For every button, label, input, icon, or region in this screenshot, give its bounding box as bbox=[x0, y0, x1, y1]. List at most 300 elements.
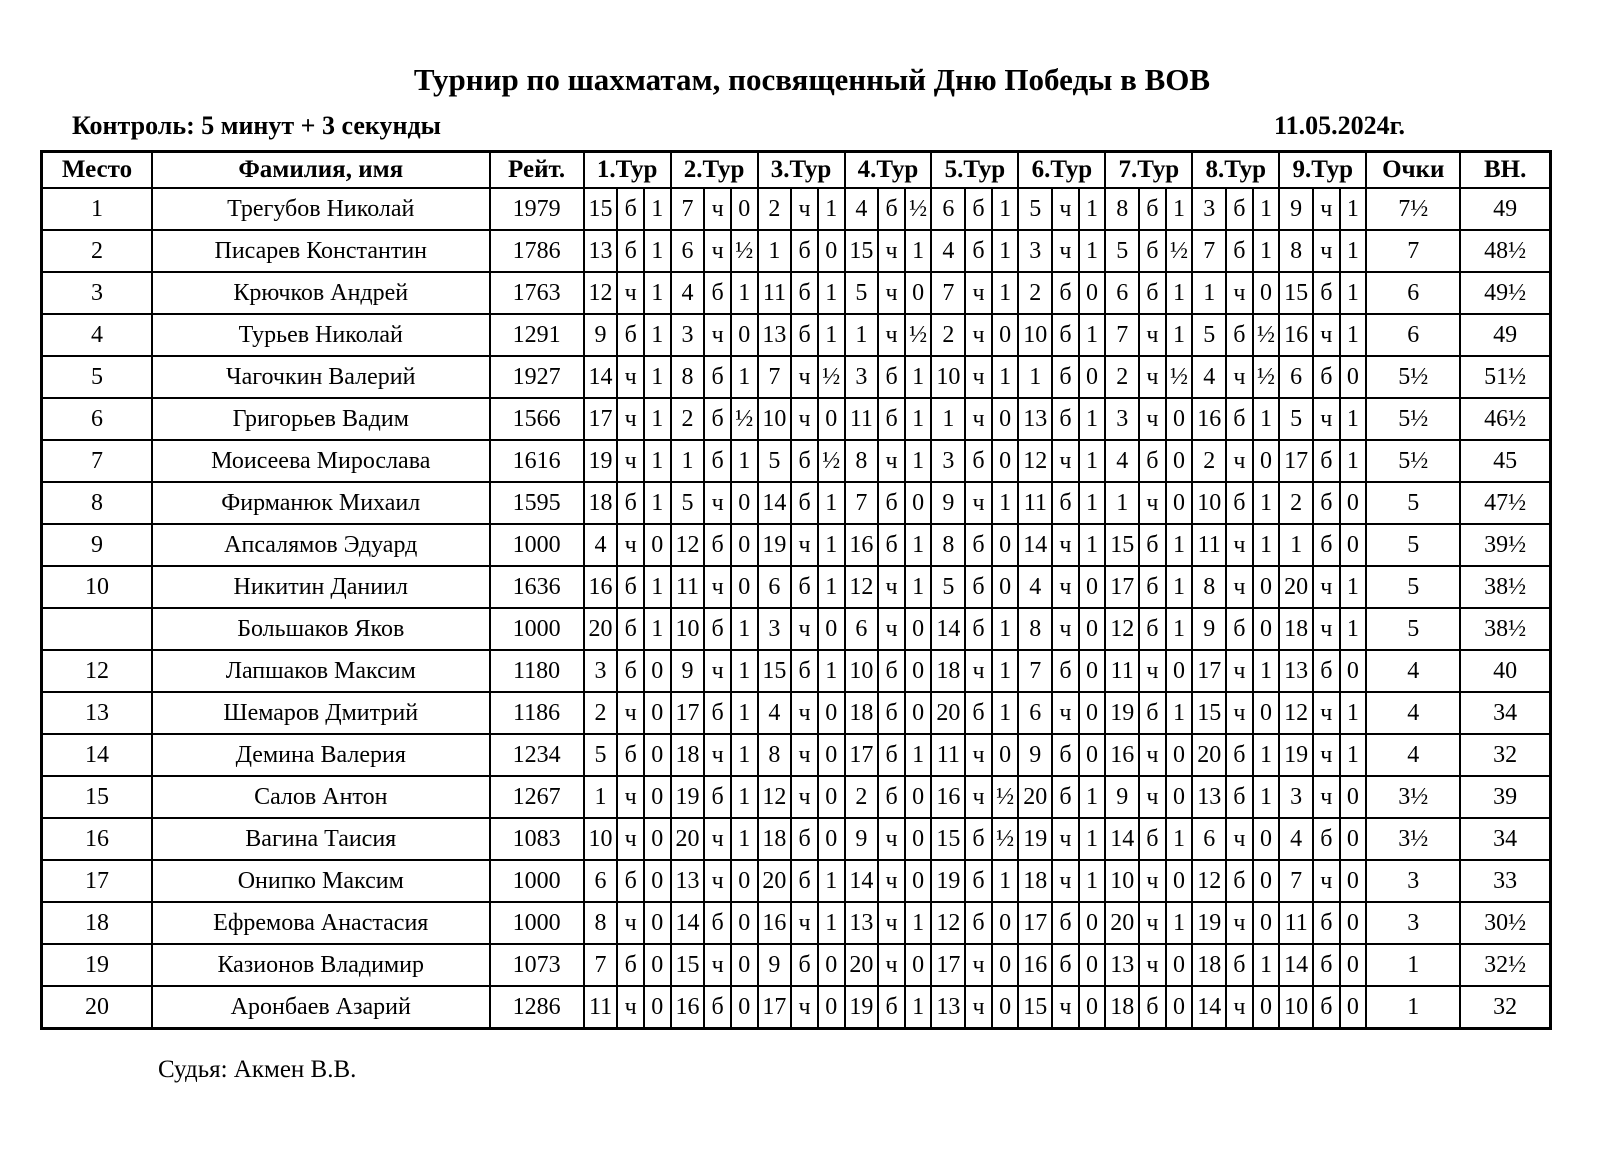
round-9-opponent-cell: 4 bbox=[1279, 818, 1313, 860]
round-9-result-cell: 1 bbox=[1340, 272, 1367, 314]
name-cell: Крючков Андрей bbox=[152, 272, 490, 314]
table-row bbox=[42, 188, 1551, 230]
round-6-opponent-cell: 7 bbox=[1018, 650, 1052, 692]
round-4-result-cell: ½ bbox=[905, 314, 932, 356]
round-4-result-cell: 1 bbox=[905, 398, 932, 440]
round-3-result-cell: 0 bbox=[818, 608, 845, 650]
round-2-opponent-cell: 5 bbox=[671, 482, 705, 524]
buchholz-cell: 32 bbox=[1460, 986, 1550, 1029]
round-7-opponent-cell: 1 bbox=[1105, 482, 1139, 524]
round-9-opponent-cell: 5 bbox=[1279, 398, 1313, 440]
points-cell: 4 bbox=[1366, 692, 1460, 734]
round-8-opponent-cell: 5 bbox=[1192, 314, 1226, 356]
points-cell: 7½ bbox=[1366, 188, 1460, 230]
round-2-opponent-cell: 6 bbox=[671, 230, 705, 272]
rating-cell: 1180 bbox=[490, 650, 584, 692]
round-8-opponent-cell: 8 bbox=[1192, 566, 1226, 608]
round-3-result-cell: 0 bbox=[818, 734, 845, 776]
round-7-color-cell: ч bbox=[1139, 902, 1166, 944]
round-7-color-cell: б bbox=[1139, 986, 1166, 1029]
round-5-color-cell: ч bbox=[965, 986, 992, 1029]
round-7-color-cell: б bbox=[1139, 818, 1166, 860]
round-6-result-cell: 0 bbox=[1079, 944, 1106, 986]
table-row bbox=[42, 734, 1551, 776]
round-9-opponent-cell: 9 bbox=[1279, 188, 1313, 230]
round-7-result-cell: 1 bbox=[1166, 524, 1193, 566]
round-4-color-cell: б bbox=[878, 356, 905, 398]
rating-cell: 1073 bbox=[490, 944, 584, 986]
round-7-result-cell: 0 bbox=[1166, 860, 1193, 902]
round-5-result-cell: 0 bbox=[992, 566, 1019, 608]
round-5-opponent-cell: 17 bbox=[931, 944, 965, 986]
round-9-color-cell: б bbox=[1313, 524, 1340, 566]
round-9-color-cell: ч bbox=[1313, 188, 1340, 230]
round-4-color-cell: ч bbox=[878, 902, 905, 944]
round-7-opponent-cell: 8 bbox=[1105, 188, 1139, 230]
table-row bbox=[42, 398, 1551, 440]
round-9-result-cell: 1 bbox=[1340, 734, 1367, 776]
round-5-opponent-cell: 11 bbox=[931, 734, 965, 776]
round-7-result-cell: 1 bbox=[1166, 818, 1193, 860]
round-3-opponent-cell: 4 bbox=[758, 692, 792, 734]
round-6-color-cell: б bbox=[1052, 734, 1079, 776]
round-3-result-cell: 1 bbox=[818, 860, 845, 902]
round-2-result-cell: 0 bbox=[731, 986, 758, 1029]
round-7-result-cell: 0 bbox=[1166, 734, 1193, 776]
round-6-color-cell: б bbox=[1052, 356, 1079, 398]
round-2-color-cell: б bbox=[704, 776, 731, 818]
round-3-color-cell: б bbox=[791, 650, 818, 692]
points-cell: 7 bbox=[1366, 230, 1460, 272]
round-3-color-cell: ч bbox=[791, 986, 818, 1029]
rating-cell: 1566 bbox=[490, 398, 584, 440]
round-5-result-cell: 1 bbox=[992, 608, 1019, 650]
round-5-result-cell: 0 bbox=[992, 524, 1019, 566]
round-5-opponent-cell: 3 bbox=[931, 440, 965, 482]
round-1-result-cell: 0 bbox=[644, 776, 671, 818]
round-7-color-cell: ч bbox=[1139, 482, 1166, 524]
header-points: Очки bbox=[1366, 152, 1460, 189]
round-7-opponent-cell: 13 bbox=[1105, 944, 1139, 986]
round-5-color-cell: ч bbox=[965, 398, 992, 440]
round-7-result-cell: ½ bbox=[1166, 230, 1193, 272]
round-6-result-cell: 1 bbox=[1079, 398, 1106, 440]
round-6-color-cell: б bbox=[1052, 902, 1079, 944]
round-9-opponent-cell: 18 bbox=[1279, 608, 1313, 650]
round-8-result-cell: 1 bbox=[1253, 734, 1280, 776]
round-2-color-cell: б bbox=[704, 902, 731, 944]
round-8-color-cell: ч bbox=[1226, 902, 1253, 944]
round-1-color-cell: б bbox=[617, 566, 644, 608]
round-9-opponent-cell: 17 bbox=[1279, 440, 1313, 482]
round-3-result-cell: 0 bbox=[818, 776, 845, 818]
round-9-result-cell: 0 bbox=[1340, 986, 1367, 1029]
round-9-result-cell: 0 bbox=[1340, 860, 1367, 902]
round-5-color-cell: ч bbox=[965, 356, 992, 398]
round-1-result-cell: 1 bbox=[644, 398, 671, 440]
header-round-2: 2.Тур bbox=[671, 152, 758, 189]
round-3-opponent-cell: 8 bbox=[758, 734, 792, 776]
points-cell: 3½ bbox=[1366, 776, 1460, 818]
round-2-opponent-cell: 4 bbox=[671, 272, 705, 314]
round-5-color-cell: б bbox=[965, 524, 992, 566]
points-cell: 5½ bbox=[1366, 398, 1460, 440]
round-1-result-cell: 0 bbox=[644, 944, 671, 986]
header-place: Место bbox=[42, 152, 152, 189]
round-2-color-cell: б bbox=[704, 608, 731, 650]
header-round-3: 3.Тур bbox=[758, 152, 845, 189]
round-4-opponent-cell: 4 bbox=[845, 188, 879, 230]
round-7-opponent-cell: 5 bbox=[1105, 230, 1139, 272]
place-cell: 1 bbox=[42, 188, 152, 230]
round-2-result-cell: 1 bbox=[731, 272, 758, 314]
round-7-color-cell: б bbox=[1139, 608, 1166, 650]
buchholz-cell: 34 bbox=[1460, 692, 1550, 734]
name-cell: Трегубов Николай bbox=[152, 188, 490, 230]
round-4-result-cell: 1 bbox=[905, 986, 932, 1029]
round-9-result-cell: 1 bbox=[1340, 398, 1367, 440]
name-cell: Ефремова Анастасия bbox=[152, 902, 490, 944]
round-7-color-cell: ч bbox=[1139, 734, 1166, 776]
name-cell: Григорьев Вадим bbox=[152, 398, 490, 440]
round-4-color-cell: ч bbox=[878, 440, 905, 482]
round-8-opponent-cell: 14 bbox=[1192, 986, 1226, 1029]
header-round-7: 7.Тур bbox=[1105, 152, 1192, 189]
round-9-opponent-cell: 6 bbox=[1279, 356, 1313, 398]
round-9-result-cell: 1 bbox=[1340, 314, 1367, 356]
round-2-result-cell: ½ bbox=[731, 230, 758, 272]
round-6-color-cell: ч bbox=[1052, 608, 1079, 650]
round-8-color-cell: б bbox=[1226, 188, 1253, 230]
round-6-color-cell: б bbox=[1052, 776, 1079, 818]
round-8-opponent-cell: 1 bbox=[1192, 272, 1226, 314]
round-4-opponent-cell: 14 bbox=[845, 860, 879, 902]
round-6-color-cell: б bbox=[1052, 944, 1079, 986]
round-8-opponent-cell: 11 bbox=[1192, 524, 1226, 566]
round-9-color-cell: ч bbox=[1313, 860, 1340, 902]
place-cell: 16 bbox=[42, 818, 152, 860]
round-3-color-cell: ч bbox=[791, 776, 818, 818]
round-7-color-cell: б bbox=[1139, 272, 1166, 314]
round-6-result-cell: 1 bbox=[1079, 524, 1106, 566]
round-1-result-cell: 1 bbox=[644, 356, 671, 398]
round-2-color-cell: б bbox=[704, 272, 731, 314]
round-5-result-cell: 1 bbox=[992, 860, 1019, 902]
round-1-color-cell: б bbox=[617, 482, 644, 524]
round-3-color-cell: ч bbox=[791, 608, 818, 650]
round-4-result-cell: 1 bbox=[905, 524, 932, 566]
round-3-opponent-cell: 16 bbox=[758, 902, 792, 944]
round-9-opponent-cell: 10 bbox=[1279, 986, 1313, 1029]
round-6-result-cell: 0 bbox=[1079, 566, 1106, 608]
points-cell: 6 bbox=[1366, 272, 1460, 314]
round-6-color-cell: ч bbox=[1052, 986, 1079, 1029]
round-4-result-cell: ½ bbox=[905, 188, 932, 230]
round-8-opponent-cell: 2 bbox=[1192, 440, 1226, 482]
round-3-color-cell: ч bbox=[791, 524, 818, 566]
place-cell: 19 bbox=[42, 944, 152, 986]
round-2-result-cell: 0 bbox=[731, 314, 758, 356]
name-cell: Вагина Таисия bbox=[152, 818, 490, 860]
round-8-color-cell: б bbox=[1226, 314, 1253, 356]
points-cell: 5 bbox=[1366, 524, 1460, 566]
round-4-opponent-cell: 17 bbox=[845, 734, 879, 776]
round-6-result-cell: 1 bbox=[1079, 860, 1106, 902]
round-7-opponent-cell: 2 bbox=[1105, 356, 1139, 398]
round-3-result-cell: 1 bbox=[818, 482, 845, 524]
round-7-result-cell: 0 bbox=[1166, 944, 1193, 986]
round-3-color-cell: б bbox=[791, 482, 818, 524]
name-cell: Фирманюк Михаил bbox=[152, 482, 490, 524]
round-6-color-cell: ч bbox=[1052, 188, 1079, 230]
round-8-color-cell: б bbox=[1226, 398, 1253, 440]
round-1-opponent-cell: 17 bbox=[584, 398, 618, 440]
round-2-color-cell: ч bbox=[704, 860, 731, 902]
round-5-result-cell: 1 bbox=[992, 272, 1019, 314]
round-5-opponent-cell: 2 bbox=[931, 314, 965, 356]
name-cell: Турьев Николай bbox=[152, 314, 490, 356]
round-7-opponent-cell: 15 bbox=[1105, 524, 1139, 566]
round-3-result-cell: 1 bbox=[818, 272, 845, 314]
table-row bbox=[42, 860, 1551, 902]
buchholz-cell: 33 bbox=[1460, 860, 1550, 902]
round-2-color-cell: ч bbox=[704, 314, 731, 356]
round-5-color-cell: б bbox=[965, 230, 992, 272]
round-6-result-cell: 0 bbox=[1079, 356, 1106, 398]
round-2-opponent-cell: 8 bbox=[671, 356, 705, 398]
points-cell: 3½ bbox=[1366, 818, 1460, 860]
round-3-color-cell: ч bbox=[791, 188, 818, 230]
round-4-result-cell: 1 bbox=[905, 440, 932, 482]
table-row bbox=[42, 818, 1551, 860]
round-9-opponent-cell: 15 bbox=[1279, 272, 1313, 314]
round-3-opponent-cell: 12 bbox=[758, 776, 792, 818]
round-6-result-cell: 0 bbox=[1079, 734, 1106, 776]
round-8-color-cell: б bbox=[1226, 482, 1253, 524]
round-8-result-cell: 1 bbox=[1253, 188, 1280, 230]
round-6-opponent-cell: 15 bbox=[1018, 986, 1052, 1029]
round-4-color-cell: б bbox=[878, 986, 905, 1029]
round-1-opponent-cell: 12 bbox=[584, 272, 618, 314]
round-4-color-cell: ч bbox=[878, 818, 905, 860]
round-2-color-cell: ч bbox=[704, 188, 731, 230]
round-9-result-cell: 1 bbox=[1340, 440, 1367, 482]
round-1-color-cell: б bbox=[617, 188, 644, 230]
header-round-9: 9.Тур bbox=[1279, 152, 1366, 189]
round-4-color-cell: ч bbox=[878, 860, 905, 902]
round-7-result-cell: 1 bbox=[1166, 608, 1193, 650]
round-2-result-cell: 0 bbox=[731, 860, 758, 902]
round-3-opponent-cell: 6 bbox=[758, 566, 792, 608]
round-7-result-cell: 0 bbox=[1166, 986, 1193, 1029]
round-2-result-cell: 1 bbox=[731, 608, 758, 650]
round-1-result-cell: 1 bbox=[644, 230, 671, 272]
round-9-color-cell: б bbox=[1313, 818, 1340, 860]
round-6-color-cell: ч bbox=[1052, 860, 1079, 902]
round-2-color-cell: ч bbox=[704, 482, 731, 524]
round-3-opponent-cell: 19 bbox=[758, 524, 792, 566]
round-5-result-cell: 1 bbox=[992, 482, 1019, 524]
rating-cell: 1000 bbox=[490, 902, 584, 944]
buchholz-cell: 45 bbox=[1460, 440, 1550, 482]
round-6-color-cell: ч bbox=[1052, 566, 1079, 608]
round-1-result-cell: 0 bbox=[644, 524, 671, 566]
round-9-result-cell: 1 bbox=[1340, 230, 1367, 272]
round-1-result-cell: 1 bbox=[644, 608, 671, 650]
round-5-result-cell: 0 bbox=[992, 440, 1019, 482]
round-8-opponent-cell: 6 bbox=[1192, 818, 1226, 860]
points-cell: 5½ bbox=[1366, 440, 1460, 482]
round-3-color-cell: ч bbox=[791, 356, 818, 398]
round-5-opponent-cell: 13 bbox=[931, 986, 965, 1029]
round-2-opponent-cell: 1 bbox=[671, 440, 705, 482]
round-1-opponent-cell: 1 bbox=[584, 776, 618, 818]
round-2-color-cell: б bbox=[704, 692, 731, 734]
rating-cell: 1927 bbox=[490, 356, 584, 398]
time-control-label: Контроль: 5 минут + 3 секунды bbox=[72, 111, 441, 140]
round-5-color-cell: б bbox=[965, 860, 992, 902]
round-9-result-cell: 1 bbox=[1340, 608, 1367, 650]
round-1-result-cell: 0 bbox=[644, 860, 671, 902]
round-2-result-cell: 0 bbox=[731, 188, 758, 230]
round-5-result-cell: 1 bbox=[992, 356, 1019, 398]
round-4-result-cell: 1 bbox=[905, 230, 932, 272]
round-4-color-cell: б bbox=[878, 734, 905, 776]
round-6-opponent-cell: 18 bbox=[1018, 860, 1052, 902]
round-3-color-cell: б bbox=[791, 272, 818, 314]
points-cell: 6 bbox=[1366, 314, 1460, 356]
subheader bbox=[72, 111, 1405, 141]
round-3-opponent-cell: 9 bbox=[758, 944, 792, 986]
round-7-color-cell: б bbox=[1139, 440, 1166, 482]
round-8-opponent-cell: 16 bbox=[1192, 398, 1226, 440]
round-6-color-cell: ч bbox=[1052, 818, 1079, 860]
place-cell: 13 bbox=[42, 692, 152, 734]
round-1-result-cell: 1 bbox=[644, 314, 671, 356]
round-2-opponent-cell: 11 bbox=[671, 566, 705, 608]
round-3-opponent-cell: 15 bbox=[758, 650, 792, 692]
round-4-color-cell: ч bbox=[878, 314, 905, 356]
round-5-result-cell: 1 bbox=[992, 230, 1019, 272]
round-6-opponent-cell: 3 bbox=[1018, 230, 1052, 272]
round-1-opponent-cell: 5 bbox=[584, 734, 618, 776]
round-8-result-cell: ½ bbox=[1253, 314, 1280, 356]
round-2-color-cell: ч bbox=[704, 566, 731, 608]
round-8-opponent-cell: 13 bbox=[1192, 776, 1226, 818]
round-1-color-cell: б bbox=[617, 608, 644, 650]
round-3-color-cell: б bbox=[791, 314, 818, 356]
round-9-result-cell: 1 bbox=[1340, 692, 1367, 734]
round-4-color-cell: б bbox=[878, 650, 905, 692]
round-6-color-cell: ч bbox=[1052, 524, 1079, 566]
table-row bbox=[42, 482, 1551, 524]
round-9-result-cell: 0 bbox=[1340, 944, 1367, 986]
table-row bbox=[42, 608, 1551, 650]
round-1-color-cell: ч bbox=[617, 818, 644, 860]
round-4-opponent-cell: 10 bbox=[845, 650, 879, 692]
round-1-opponent-cell: 20 bbox=[584, 608, 618, 650]
round-9-color-cell: б bbox=[1313, 902, 1340, 944]
round-6-result-cell: 0 bbox=[1079, 692, 1106, 734]
round-4-opponent-cell: 8 bbox=[845, 440, 879, 482]
round-1-result-cell: 0 bbox=[644, 818, 671, 860]
round-6-opponent-cell: 14 bbox=[1018, 524, 1052, 566]
round-6-opponent-cell: 20 bbox=[1018, 776, 1052, 818]
round-2-opponent-cell: 10 bbox=[671, 608, 705, 650]
name-cell: Салов Антон bbox=[152, 776, 490, 818]
round-1-color-cell: ч bbox=[617, 356, 644, 398]
round-4-opponent-cell: 12 bbox=[845, 566, 879, 608]
round-3-color-cell: ч bbox=[791, 734, 818, 776]
round-2-opponent-cell: 7 bbox=[671, 188, 705, 230]
round-1-color-cell: б bbox=[617, 230, 644, 272]
name-cell: Писарев Константин bbox=[152, 230, 490, 272]
round-5-opponent-cell: 18 bbox=[931, 650, 965, 692]
round-8-result-cell: 0 bbox=[1253, 272, 1280, 314]
round-9-color-cell: б bbox=[1313, 650, 1340, 692]
points-cell: 5 bbox=[1366, 482, 1460, 524]
round-3-result-cell: 0 bbox=[818, 230, 845, 272]
round-7-opponent-cell: 20 bbox=[1105, 902, 1139, 944]
round-2-result-cell: ½ bbox=[731, 398, 758, 440]
round-4-result-cell: 0 bbox=[905, 860, 932, 902]
round-3-color-cell: б bbox=[791, 440, 818, 482]
round-1-result-cell: 0 bbox=[644, 650, 671, 692]
header-round-8: 8.Тур bbox=[1192, 152, 1279, 189]
table-row bbox=[42, 524, 1551, 566]
round-9-result-cell: 1 bbox=[1340, 188, 1367, 230]
round-5-opponent-cell: 9 bbox=[931, 482, 965, 524]
round-2-color-cell: ч bbox=[704, 734, 731, 776]
rating-cell: 1786 bbox=[490, 230, 584, 272]
round-6-opponent-cell: 8 bbox=[1018, 608, 1052, 650]
round-1-opponent-cell: 10 bbox=[584, 818, 618, 860]
round-1-result-cell: 0 bbox=[644, 902, 671, 944]
round-4-opponent-cell: 11 bbox=[845, 398, 879, 440]
place-cell: 17 bbox=[42, 860, 152, 902]
table-row bbox=[42, 650, 1551, 692]
round-5-opponent-cell: 16 bbox=[931, 776, 965, 818]
round-5-color-cell: б bbox=[965, 608, 992, 650]
round-9-opponent-cell: 11 bbox=[1279, 902, 1313, 944]
round-5-opponent-cell: 20 bbox=[931, 692, 965, 734]
header-round-5: 5.Тур bbox=[931, 152, 1018, 189]
name-cell: Никитин Даниил bbox=[152, 566, 490, 608]
round-1-color-cell: б bbox=[617, 860, 644, 902]
round-1-opponent-cell: 14 bbox=[584, 356, 618, 398]
round-2-color-cell: ч bbox=[704, 230, 731, 272]
round-9-result-cell: 0 bbox=[1340, 818, 1367, 860]
table-row bbox=[42, 440, 1551, 482]
round-4-color-cell: б bbox=[878, 692, 905, 734]
round-4-result-cell: 0 bbox=[905, 608, 932, 650]
round-1-result-cell: 1 bbox=[644, 482, 671, 524]
round-8-result-cell: ½ bbox=[1253, 356, 1280, 398]
buchholz-cell: 39½ bbox=[1460, 524, 1550, 566]
round-7-result-cell: 1 bbox=[1166, 566, 1193, 608]
round-4-opponent-cell: 6 bbox=[845, 608, 879, 650]
round-6-result-cell: 1 bbox=[1079, 188, 1106, 230]
round-6-result-cell: 1 bbox=[1079, 440, 1106, 482]
round-2-result-cell: 1 bbox=[731, 734, 758, 776]
round-4-opponent-cell: 13 bbox=[845, 902, 879, 944]
round-4-result-cell: 0 bbox=[905, 776, 932, 818]
round-7-opponent-cell: 7 bbox=[1105, 314, 1139, 356]
round-9-color-cell: б bbox=[1313, 272, 1340, 314]
round-8-result-cell: 1 bbox=[1253, 776, 1280, 818]
round-3-opponent-cell: 17 bbox=[758, 986, 792, 1029]
round-8-color-cell: ч bbox=[1226, 524, 1253, 566]
